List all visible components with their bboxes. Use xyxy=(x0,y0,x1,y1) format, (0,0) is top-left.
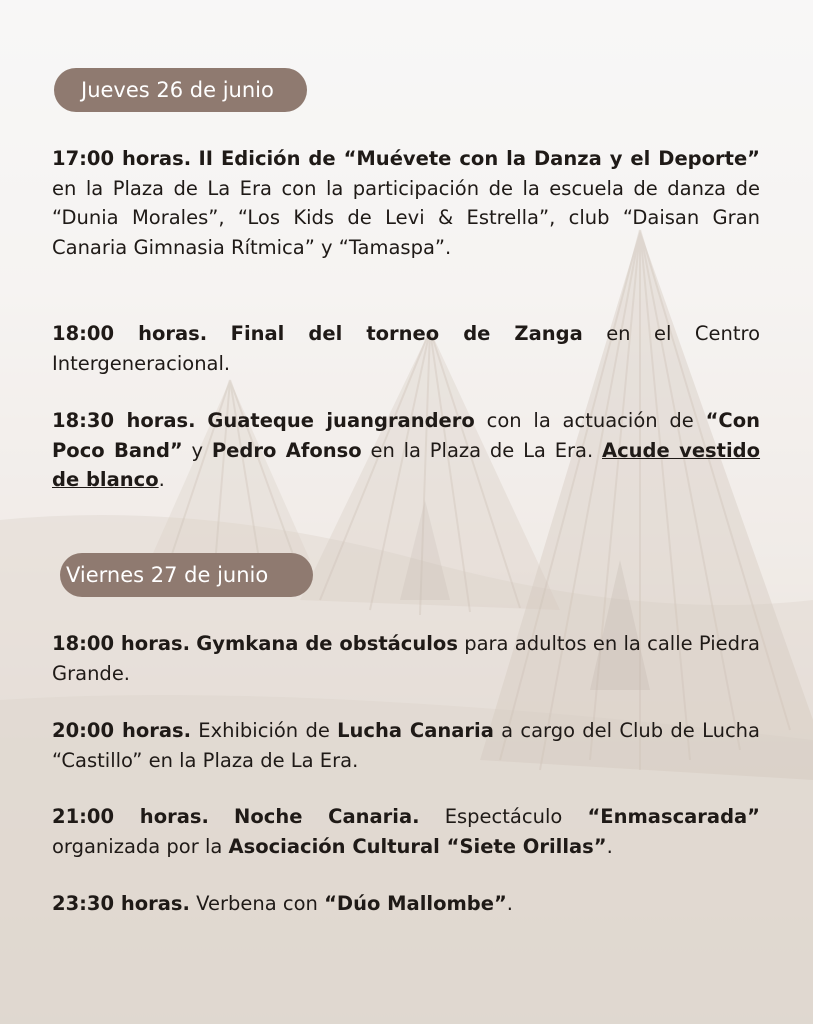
event-band: “Dúo Mallombe” xyxy=(324,892,507,915)
event-title: Guateque juangrandero xyxy=(207,409,475,432)
event-thursday-1800 xyxy=(52,319,760,378)
event-artist: Pedro Afonso xyxy=(211,438,362,462)
event-time: 18:00 horas. xyxy=(52,322,208,345)
event-end: . xyxy=(506,892,513,915)
event-friday-2100 xyxy=(52,802,760,861)
event-description-cont: organizada por la xyxy=(52,834,223,858)
event-time: 23:30 horas. xyxy=(52,892,190,915)
event-title: II Edición de “Muévete con la Danza y el Deporte” xyxy=(198,147,760,170)
event-description: Espectáculo xyxy=(444,805,563,828)
event-title: Noche Canaria. xyxy=(234,805,420,828)
event-time: 18:30 horas. xyxy=(52,409,196,432)
event-description: Exhibición de xyxy=(198,719,330,742)
event-thursday-1830 xyxy=(52,406,760,495)
event-title: Gymkana de obstáculos xyxy=(196,632,458,655)
event-description-cont: a cargo del Club de Lucha “Castillo” en la Plaza de La Era. xyxy=(52,719,760,772)
event-highlight: Lucha Canaria xyxy=(337,719,494,742)
event-friday-2330 xyxy=(52,889,760,919)
event-location: en la Plaza de La Era. xyxy=(370,438,594,462)
event-end: . xyxy=(606,834,613,858)
event-time: 21:00 horas. xyxy=(52,805,209,828)
event-description: con la actuación de xyxy=(486,409,694,432)
dress-code-note: Acude vestido de blanco xyxy=(52,438,761,491)
event-description: Verbena con xyxy=(196,892,318,915)
day-label-friday: Viernes 27 de junio xyxy=(60,553,313,597)
day-label-thursday: Jueves 26 de junio xyxy=(54,68,307,112)
event-description: en el Centro Intergeneracional. xyxy=(52,322,760,375)
event-connector: y xyxy=(191,438,204,462)
event-title: Final del torneo de Zanga xyxy=(230,322,583,345)
event-show: “Enmascarada” xyxy=(587,805,760,828)
event-friday-2000 xyxy=(52,716,760,775)
event-time: 18:00 horas. xyxy=(52,632,190,655)
event-time: 17:00 horas. xyxy=(52,147,192,170)
event-description: en la Plaza de La Era con la participación de la escuela de danza de “Dunia Morales”, “Los Kids de Levi & Estrella”, club “Daisan Gran Canaria Gimnasia Rítmica” y “Tamaspa”. xyxy=(52,176,760,259)
event-band: “Con Poco Band” xyxy=(52,409,760,462)
event-organizer: Asociación Cultural “Siete Orillas” xyxy=(228,834,607,858)
event-description: para adultos en la calle Piedra Grande. xyxy=(52,632,760,685)
event-time: 20:00 horas. xyxy=(52,719,192,742)
event-friday-1800 xyxy=(52,629,760,688)
event-end: . xyxy=(158,468,165,491)
event-thursday-1700 xyxy=(52,144,760,262)
